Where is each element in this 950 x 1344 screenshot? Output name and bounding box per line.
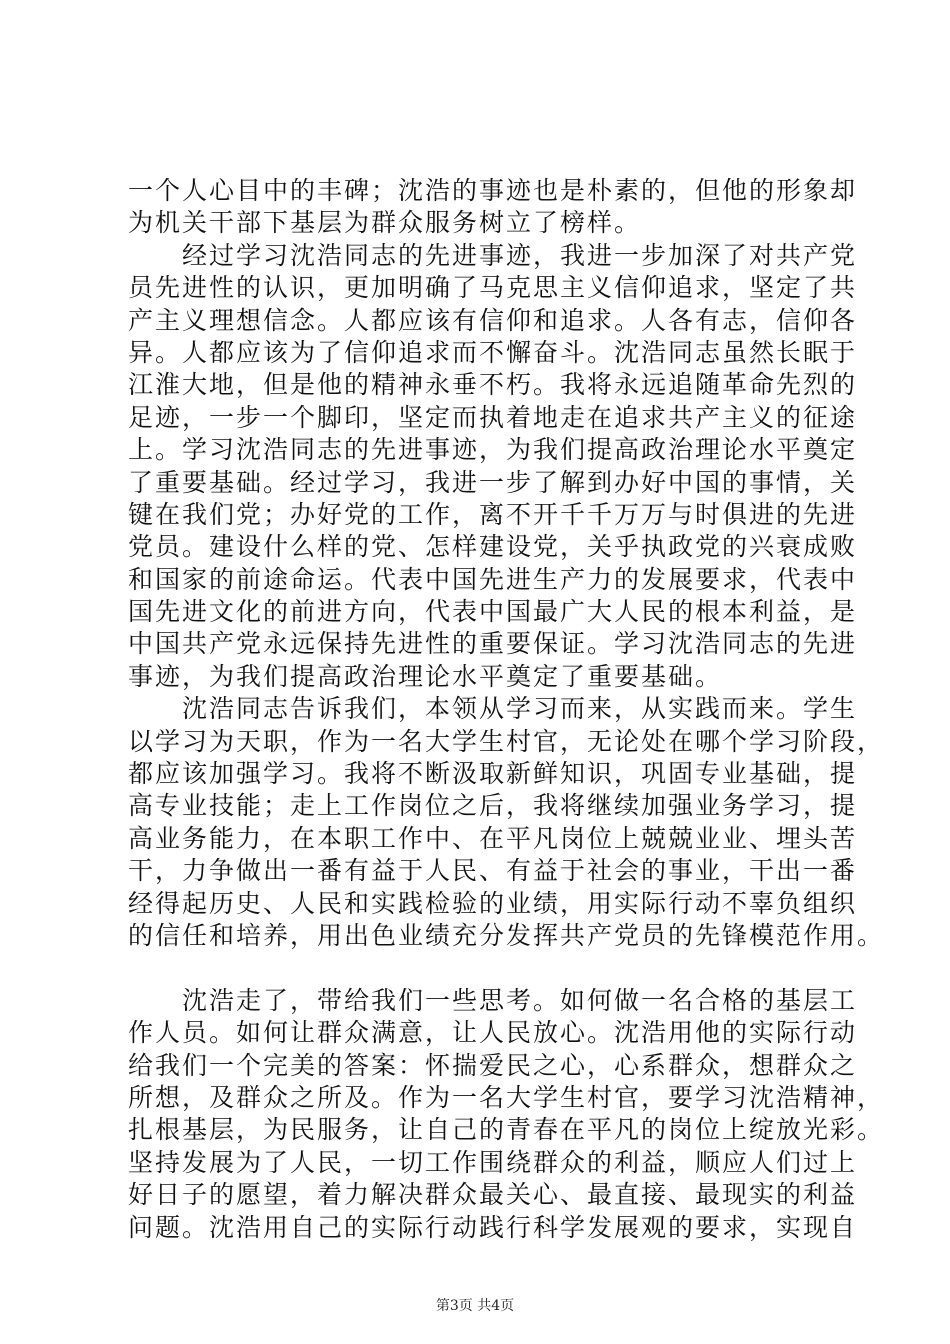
text-line: 键在我们党；办好党的工作，离不开千千万万与时俱进的先进 [128,499,858,529]
text-line: 中国共产党永远保持先进性的重要保证。学习沈浩同志的先进 [128,629,858,659]
text-line: 高业务能力，在本职工作中、在平凡岗位上兢兢业业、埋头苦 [128,823,858,853]
text-line: 和国家的前途命运。代表中国先进生产力的发展要求，代表中 [128,564,858,594]
page-number-footer: 第3页 共4页 [435,1298,515,1314]
text-line: 作人员。如何让群众满意，让人民放心。沈浩用他的实际行动 [128,1018,858,1048]
text-line: 经得起历史、人民和实践检验的业绩，用实际行动不辜负组织 [128,888,858,918]
text-line: 上。学习沈浩同志的先进事迹，为我们提高政治理论水平奠定 [128,435,858,465]
text-line: 产主义理想信念。人都应该有信仰和追求。人各有志，信仰各 [128,305,858,335]
text-line: 江淮大地，但是他的精神永垂不朽。我将永远追随革命先烈的 [128,370,858,400]
body-text [128,175,885,1244]
text-line: 了重要基础。经过学习，我进一步了解到办好中国的事情，关 [128,467,858,497]
text-line: 员先进性的认识，更加明确了马克思主义信仰追求，坚定了共 [128,273,858,303]
text-line: 扎根基层，为民服务，让自己的青春在平凡的岗位上绽放光彩。 [128,1115,885,1145]
text-line: 一个人心目中的丰碑；沈浩的事迹也是朴素的，但他的形象却 [128,176,858,205]
text-line: 所想，及群众之所及。作为一名大学生村官，要学习沈浩精神， [128,1082,885,1112]
text-line: 问题。沈浩用自己的实际行动践行科学发展观的要求，实现自 [128,1212,858,1242]
text-line: 都应该加强学习。我将不断汲取新鲜知识，巩固专业基础，提 [128,759,858,789]
text-line: 给我们一个完美的答案：怀揣爱民之心，心系群众，想群众之 [128,1050,858,1080]
text-line: 坚持发展为了人民，一切工作围绕群众的利益，顺应人们过上 [128,1147,858,1177]
text-line: 好日子的愿望，着力解决群众最关心、最直接、最现实的利益 [128,1180,858,1210]
blank-line [128,952,830,984]
text-line: 国先进文化的前进方向，代表中国最广大人民的根本利益，是 [128,597,858,627]
text-line: 党员。建设什么样的党、怎样建设党，关乎执政党的兴衰成败 [128,532,858,562]
text-line: 以学习为天职，作为一名大学生村官，无论处在哪个学习阶段， [128,726,885,756]
text-line: 足迹，一步一个脚印，坚定而执着地走在追求共产主义的征途 [128,402,858,432]
text-line: 经过学习沈浩同志的先进事迹，我进一步加深了对共产党 [128,240,858,270]
text-line: 异。人都应该为了信仰追求而不懈奋斗。沈浩同志虽然长眠于 [128,337,858,367]
text-line: 沈浩同志告诉我们，本领从学习而来，从实践而来。学生 [128,694,858,724]
text-line: 沈浩走了，带给我们一些思考。如何做一名合格的基层工 [128,985,858,1015]
text-line: 为机关干部下基层为群众服务树立了榜样。 [128,208,642,238]
text-line: 事迹，为我们提高政治理论水平奠定了重要基础。 [128,661,723,691]
text-line: 高专业技能；走上工作岗位之后，我将继续加强业务学习，提 [128,791,858,821]
text-line: 的信任和培养，用出色业绩充分发挥共产党员的先锋模范作用。 [128,920,885,950]
text-line: 干，力争做出一番有益于人民、有益于社会的事业，干出一番 [128,856,858,886]
